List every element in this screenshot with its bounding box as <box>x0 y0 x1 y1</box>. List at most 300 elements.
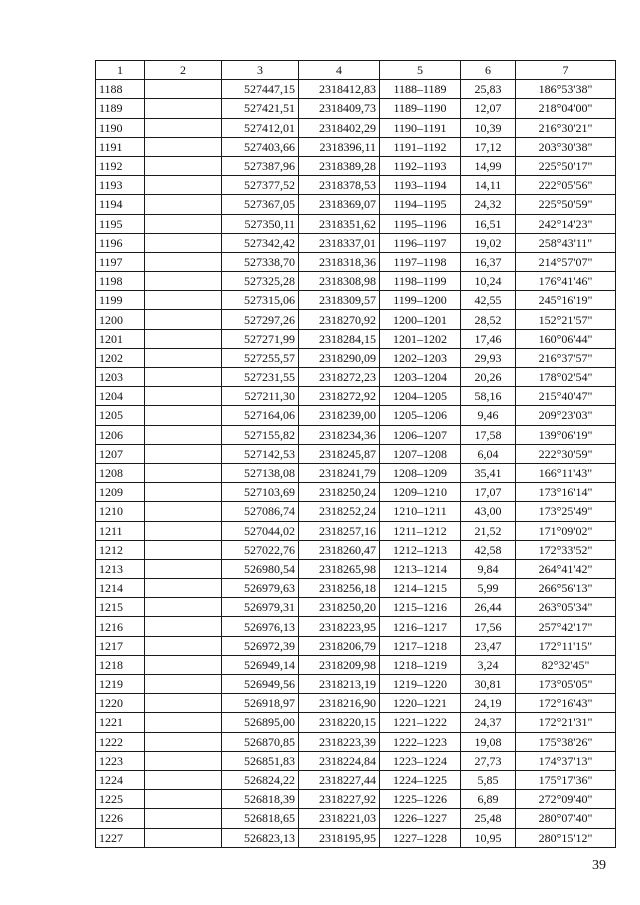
distance-cell: 19,08 <box>461 732 516 751</box>
y-coordinate-cell: 2318195,95 <box>299 828 380 847</box>
segment-cell: 1197–1198 <box>380 252 461 271</box>
x-coordinate-cell: 526976,13 <box>222 617 299 636</box>
y-coordinate-cell: 2318412,83 <box>299 80 380 99</box>
segment-cell: 1192–1193 <box>380 156 461 175</box>
x-coordinate-cell: 527412,01 <box>222 118 299 137</box>
point-number-cell: 1209 <box>96 483 145 502</box>
point-number-cell: 1191 <box>96 137 145 156</box>
x-coordinate-cell: 527325,28 <box>222 272 299 291</box>
y-coordinate-cell: 2318270,92 <box>299 310 380 329</box>
x-coordinate-cell: 527367,05 <box>222 195 299 214</box>
empty-cell <box>145 310 222 329</box>
bearing-cell: 209°23'03" <box>516 406 616 425</box>
table-row <box>96 790 616 809</box>
empty-cell <box>145 598 222 617</box>
y-coordinate-cell: 2318272,23 <box>299 368 380 387</box>
segment-cell: 1227–1228 <box>380 828 461 847</box>
distance-cell: 9,46 <box>461 406 516 425</box>
point-number-cell: 1218 <box>96 655 145 674</box>
point-number-cell: 1208 <box>96 463 145 482</box>
empty-cell <box>145 483 222 502</box>
y-coordinate-cell: 2318241,79 <box>299 463 380 482</box>
y-coordinate-cell: 2318265,98 <box>299 559 380 578</box>
coordinates-table <box>95 60 616 848</box>
segment-cell: 1202–1203 <box>380 348 461 367</box>
table-row <box>96 732 616 751</box>
y-coordinate-cell: 2318250,20 <box>299 598 380 617</box>
y-coordinate-cell: 2318213,19 <box>299 675 380 694</box>
table-row <box>96 502 616 521</box>
distance-cell: 27,73 <box>461 751 516 770</box>
point-number-cell: 1192 <box>96 156 145 175</box>
distance-cell: 17,46 <box>461 329 516 348</box>
y-coordinate-cell: 2318252,24 <box>299 502 380 521</box>
point-number-cell: 1199 <box>96 291 145 310</box>
x-coordinate-cell: 526979,31 <box>222 598 299 617</box>
header-cell-5: 5 <box>380 61 461 80</box>
empty-cell <box>145 118 222 137</box>
bearing-cell: 172°16'43" <box>516 694 616 713</box>
table-row <box>96 463 616 482</box>
y-coordinate-cell: 2318234,36 <box>299 425 380 444</box>
distance-cell: 28,52 <box>461 310 516 329</box>
table-row <box>96 675 616 694</box>
distance-cell: 17,07 <box>461 483 516 502</box>
distance-cell: 16,37 <box>461 252 516 271</box>
segment-cell: 1201–1202 <box>380 329 461 348</box>
point-number-cell: 1222 <box>96 732 145 751</box>
point-number-cell: 1197 <box>96 252 145 271</box>
x-coordinate-cell: 527231,55 <box>222 368 299 387</box>
x-coordinate-cell: 527421,51 <box>222 99 299 118</box>
x-coordinate-cell: 527211,30 <box>222 387 299 406</box>
table-row <box>96 636 616 655</box>
bearing-cell: 174°37'13" <box>516 751 616 770</box>
empty-cell <box>145 387 222 406</box>
point-number-cell: 1225 <box>96 790 145 809</box>
distance-cell: 9,84 <box>461 559 516 578</box>
point-number-cell: 1216 <box>96 617 145 636</box>
segment-cell: 1203–1204 <box>380 368 461 387</box>
point-number-cell: 1193 <box>96 176 145 195</box>
empty-cell <box>145 368 222 387</box>
empty-cell <box>145 655 222 674</box>
bearing-cell: 280°07'40" <box>516 809 616 828</box>
distance-cell: 58,16 <box>461 387 516 406</box>
point-number-cell: 1214 <box>96 579 145 598</box>
empty-cell <box>145 809 222 828</box>
bearing-cell: 186°53'38" <box>516 80 616 99</box>
x-coordinate-cell: 527022,76 <box>222 540 299 559</box>
x-coordinate-cell: 526949,14 <box>222 655 299 674</box>
segment-cell: 1206–1207 <box>380 425 461 444</box>
y-coordinate-cell: 2318272,92 <box>299 387 380 406</box>
segment-cell: 1211–1212 <box>380 521 461 540</box>
segment-cell: 1198–1199 <box>380 272 461 291</box>
point-number-cell: 1190 <box>96 118 145 137</box>
segment-cell: 1189–1190 <box>380 99 461 118</box>
point-number-cell: 1220 <box>96 694 145 713</box>
y-coordinate-cell: 2318227,44 <box>299 770 380 789</box>
distance-cell: 35,41 <box>461 463 516 482</box>
bearing-cell: 175°17'36" <box>516 770 616 789</box>
distance-cell: 25,83 <box>461 80 516 99</box>
table-row <box>96 713 616 732</box>
bearing-cell: 266°56'13" <box>516 579 616 598</box>
empty-cell <box>145 195 222 214</box>
table-row <box>96 406 616 425</box>
table-row <box>96 252 616 271</box>
header-row <box>96 61 616 80</box>
distance-cell: 3,24 <box>461 655 516 674</box>
bearing-cell: 280°15'12" <box>516 828 616 847</box>
table-row <box>96 579 616 598</box>
segment-cell: 1196–1197 <box>380 233 461 252</box>
segment-cell: 1222–1223 <box>380 732 461 751</box>
bearing-cell: 225°50'59" <box>516 195 616 214</box>
table-row <box>96 809 616 828</box>
x-coordinate-cell: 527315,06 <box>222 291 299 310</box>
table-row <box>96 195 616 214</box>
empty-cell <box>145 828 222 847</box>
bearing-cell: 82°32'45" <box>516 655 616 674</box>
table-row <box>96 214 616 233</box>
header-cell-6: 6 <box>461 61 516 80</box>
x-coordinate-cell: 527342,42 <box>222 233 299 252</box>
bearing-cell: 176°41'46" <box>516 272 616 291</box>
point-number-cell: 1203 <box>96 368 145 387</box>
point-number-cell: 1189 <box>96 99 145 118</box>
x-coordinate-cell: 526918,97 <box>222 694 299 713</box>
segment-cell: 1221–1222 <box>380 713 461 732</box>
table-row <box>96 483 616 502</box>
x-coordinate-cell: 527338,70 <box>222 252 299 271</box>
distance-cell: 42,58 <box>461 540 516 559</box>
segment-cell: 1193–1194 <box>380 176 461 195</box>
distance-cell: 21,52 <box>461 521 516 540</box>
empty-cell <box>145 137 222 156</box>
segment-cell: 1220–1221 <box>380 694 461 713</box>
bearing-cell: 272°09'40" <box>516 790 616 809</box>
empty-cell <box>145 732 222 751</box>
bearing-cell: 222°05'56" <box>516 176 616 195</box>
point-number-cell: 1194 <box>96 195 145 214</box>
empty-cell <box>145 444 222 463</box>
y-coordinate-cell: 2318284,15 <box>299 329 380 348</box>
table-row <box>96 118 616 137</box>
bearing-cell: 160°06'44" <box>516 329 616 348</box>
bearing-cell: 172°11'15" <box>516 636 616 655</box>
point-number-cell: 1196 <box>96 233 145 252</box>
table-row <box>96 828 616 847</box>
y-coordinate-cell: 2318378,53 <box>299 176 380 195</box>
empty-cell <box>145 272 222 291</box>
table-row <box>96 387 616 406</box>
bearing-cell: 166°11'43" <box>516 463 616 482</box>
point-number-cell: 1204 <box>96 387 145 406</box>
header-cell-1: 1 <box>96 61 145 80</box>
bearing-cell: 216°37'57" <box>516 348 616 367</box>
segment-cell: 1200–1201 <box>380 310 461 329</box>
x-coordinate-cell: 527350,11 <box>222 214 299 233</box>
bearing-cell: 203°30'38" <box>516 137 616 156</box>
segment-cell: 1208–1209 <box>380 463 461 482</box>
x-coordinate-cell: 527377,52 <box>222 176 299 195</box>
bearing-cell: 152°21'57" <box>516 310 616 329</box>
header-cell-3: 3 <box>222 61 299 80</box>
y-coordinate-cell: 2318223,95 <box>299 617 380 636</box>
bearing-cell: 216°30'21" <box>516 118 616 137</box>
table-row <box>96 425 616 444</box>
x-coordinate-cell: 527255,57 <box>222 348 299 367</box>
segment-cell: 1190–1191 <box>380 118 461 137</box>
point-number-cell: 1217 <box>96 636 145 655</box>
y-coordinate-cell: 2318216,90 <box>299 694 380 713</box>
table-row <box>96 770 616 789</box>
y-coordinate-cell: 2318245,87 <box>299 444 380 463</box>
distance-cell: 10,24 <box>461 272 516 291</box>
segment-cell: 1207–1208 <box>380 444 461 463</box>
table-row <box>96 176 616 195</box>
distance-cell: 5,99 <box>461 579 516 598</box>
segment-cell: 1213–1214 <box>380 559 461 578</box>
segment-cell: 1209–1210 <box>380 483 461 502</box>
bearing-cell: 225°50'17" <box>516 156 616 175</box>
table-row <box>96 368 616 387</box>
x-coordinate-cell: 527403,66 <box>222 137 299 156</box>
point-number-cell: 1211 <box>96 521 145 540</box>
point-number-cell: 1201 <box>96 329 145 348</box>
distance-cell: 6,04 <box>461 444 516 463</box>
x-coordinate-cell: 526972,39 <box>222 636 299 655</box>
point-number-cell: 1212 <box>96 540 145 559</box>
table-row <box>96 348 616 367</box>
y-coordinate-cell: 2318209,98 <box>299 655 380 674</box>
y-coordinate-cell: 2318257,16 <box>299 521 380 540</box>
header-cell-4: 4 <box>299 61 380 80</box>
empty-cell <box>145 559 222 578</box>
y-coordinate-cell: 2318224,84 <box>299 751 380 770</box>
segment-cell: 1216–1217 <box>380 617 461 636</box>
distance-cell: 24,19 <box>461 694 516 713</box>
table-row <box>96 444 616 463</box>
table-row <box>96 272 616 291</box>
bearing-cell: 215°40'47" <box>516 387 616 406</box>
table-row <box>96 310 616 329</box>
table-row <box>96 617 616 636</box>
segment-cell: 1224–1225 <box>380 770 461 789</box>
empty-cell <box>145 617 222 636</box>
x-coordinate-cell: 526870,85 <box>222 732 299 751</box>
x-coordinate-cell: 527155,82 <box>222 425 299 444</box>
empty-cell <box>145 80 222 99</box>
x-coordinate-cell: 526824,22 <box>222 770 299 789</box>
distance-cell: 14,99 <box>461 156 516 175</box>
empty-cell <box>145 540 222 559</box>
distance-cell: 30,81 <box>461 675 516 694</box>
point-number-cell: 1221 <box>96 713 145 732</box>
segment-cell: 1194–1195 <box>380 195 461 214</box>
empty-cell <box>145 770 222 789</box>
x-coordinate-cell: 527142,53 <box>222 444 299 463</box>
x-coordinate-cell: 527044,02 <box>222 521 299 540</box>
x-coordinate-cell: 526979,63 <box>222 579 299 598</box>
table-body <box>96 61 616 848</box>
point-number-cell: 1205 <box>96 406 145 425</box>
distance-cell: 10,39 <box>461 118 516 137</box>
page-number: 39 <box>592 858 606 873</box>
distance-cell: 17,56 <box>461 617 516 636</box>
table-row <box>96 80 616 99</box>
x-coordinate-cell: 527086,74 <box>222 502 299 521</box>
x-coordinate-cell: 527138,08 <box>222 463 299 482</box>
table-row <box>96 233 616 252</box>
x-coordinate-cell: 527103,69 <box>222 483 299 502</box>
x-coordinate-cell: 526895,00 <box>222 713 299 732</box>
x-coordinate-cell: 527387,96 <box>222 156 299 175</box>
empty-cell <box>145 214 222 233</box>
y-coordinate-cell: 2318220,15 <box>299 713 380 732</box>
empty-cell <box>145 176 222 195</box>
point-number-cell: 1226 <box>96 809 145 828</box>
distance-cell: 12,07 <box>461 99 516 118</box>
y-coordinate-cell: 2318260,47 <box>299 540 380 559</box>
bearing-cell: 175°38'26" <box>516 732 616 751</box>
header-cell-2: 2 <box>145 61 222 80</box>
empty-cell <box>145 99 222 118</box>
empty-cell <box>145 291 222 310</box>
y-coordinate-cell: 2318396,11 <box>299 137 380 156</box>
segment-cell: 1218–1219 <box>380 655 461 674</box>
distance-cell: 16,51 <box>461 214 516 233</box>
x-coordinate-cell: 526823,13 <box>222 828 299 847</box>
empty-cell <box>145 233 222 252</box>
bearing-cell: 214°57'07" <box>516 252 616 271</box>
empty-cell <box>145 713 222 732</box>
x-coordinate-cell: 527271,99 <box>222 329 299 348</box>
x-coordinate-cell: 526851,83 <box>222 751 299 770</box>
empty-cell <box>145 406 222 425</box>
table-row <box>96 598 616 617</box>
bearing-cell: 178°02'54" <box>516 368 616 387</box>
bearing-cell: 264°41'42" <box>516 559 616 578</box>
point-number-cell: 1202 <box>96 348 145 367</box>
x-coordinate-cell: 526818,65 <box>222 809 299 828</box>
empty-cell <box>145 425 222 444</box>
y-coordinate-cell: 2318318,36 <box>299 252 380 271</box>
bearing-cell: 173°25'49" <box>516 502 616 521</box>
point-number-cell: 1195 <box>96 214 145 233</box>
x-coordinate-cell: 526949,56 <box>222 675 299 694</box>
y-coordinate-cell: 2318389,28 <box>299 156 380 175</box>
y-coordinate-cell: 2318223,39 <box>299 732 380 751</box>
table-row <box>96 694 616 713</box>
x-coordinate-cell: 526980,54 <box>222 559 299 578</box>
y-coordinate-cell: 2318227,92 <box>299 790 380 809</box>
segment-cell: 1215–1216 <box>380 598 461 617</box>
table-row <box>96 559 616 578</box>
x-coordinate-cell: 526818,39 <box>222 790 299 809</box>
bearing-cell: 139°06'19" <box>516 425 616 444</box>
segment-cell: 1204–1205 <box>380 387 461 406</box>
y-coordinate-cell: 2318402,29 <box>299 118 380 137</box>
distance-cell: 23,47 <box>461 636 516 655</box>
y-coordinate-cell: 2318308,98 <box>299 272 380 291</box>
table-row <box>96 751 616 770</box>
table-row <box>96 99 616 118</box>
point-number-cell: 1200 <box>96 310 145 329</box>
table-row <box>96 655 616 674</box>
segment-cell: 1223–1224 <box>380 751 461 770</box>
segment-cell: 1195–1196 <box>380 214 461 233</box>
point-number-cell: 1227 <box>96 828 145 847</box>
y-coordinate-cell: 2318290,09 <box>299 348 380 367</box>
point-number-cell: 1198 <box>96 272 145 291</box>
segment-cell: 1225–1226 <box>380 790 461 809</box>
table-row <box>96 137 616 156</box>
y-coordinate-cell: 2318250,24 <box>299 483 380 502</box>
bearing-cell: 173°16'14" <box>516 483 616 502</box>
table-row <box>96 540 616 559</box>
empty-cell <box>145 636 222 655</box>
table-row <box>96 156 616 175</box>
segment-cell: 1226–1227 <box>380 809 461 828</box>
distance-cell: 26,44 <box>461 598 516 617</box>
empty-cell <box>145 156 222 175</box>
bearing-cell: 173°05'05" <box>516 675 616 694</box>
table-row <box>96 291 616 310</box>
segment-cell: 1217–1218 <box>380 636 461 655</box>
distance-cell: 43,00 <box>461 502 516 521</box>
point-number-cell: 1224 <box>96 770 145 789</box>
y-coordinate-cell: 2318369,07 <box>299 195 380 214</box>
y-coordinate-cell: 2318409,73 <box>299 99 380 118</box>
distance-cell: 20,26 <box>461 368 516 387</box>
empty-cell <box>145 675 222 694</box>
bearing-cell: 257°42'17" <box>516 617 616 636</box>
point-number-cell: 1206 <box>96 425 145 444</box>
table-row <box>96 521 616 540</box>
distance-cell: 17,58 <box>461 425 516 444</box>
y-coordinate-cell: 2318206,79 <box>299 636 380 655</box>
point-number-cell: 1215 <box>96 598 145 617</box>
y-coordinate-cell: 2318256,18 <box>299 579 380 598</box>
bearing-cell: 172°21'31" <box>516 713 616 732</box>
empty-cell <box>145 463 222 482</box>
x-coordinate-cell: 527164,06 <box>222 406 299 425</box>
y-coordinate-cell: 2318239,00 <box>299 406 380 425</box>
bearing-cell: 222°30'59" <box>516 444 616 463</box>
point-number-cell: 1210 <box>96 502 145 521</box>
segment-cell: 1214–1215 <box>380 579 461 598</box>
distance-cell: 5,85 <box>461 770 516 789</box>
distance-cell: 25,48 <box>461 809 516 828</box>
empty-cell <box>145 329 222 348</box>
empty-cell <box>145 694 222 713</box>
point-number-cell: 1207 <box>96 444 145 463</box>
segment-cell: 1212–1213 <box>380 540 461 559</box>
bearing-cell: 258°43'11" <box>516 233 616 252</box>
distance-cell: 17,12 <box>461 137 516 156</box>
segment-cell: 1199–1200 <box>380 291 461 310</box>
empty-cell <box>145 751 222 770</box>
empty-cell <box>145 790 222 809</box>
x-coordinate-cell: 527447,15 <box>222 80 299 99</box>
point-number-cell: 1223 <box>96 751 145 770</box>
distance-cell: 24,37 <box>461 713 516 732</box>
bearing-cell: 218°04'00" <box>516 99 616 118</box>
bearing-cell: 172°33'52" <box>516 540 616 559</box>
